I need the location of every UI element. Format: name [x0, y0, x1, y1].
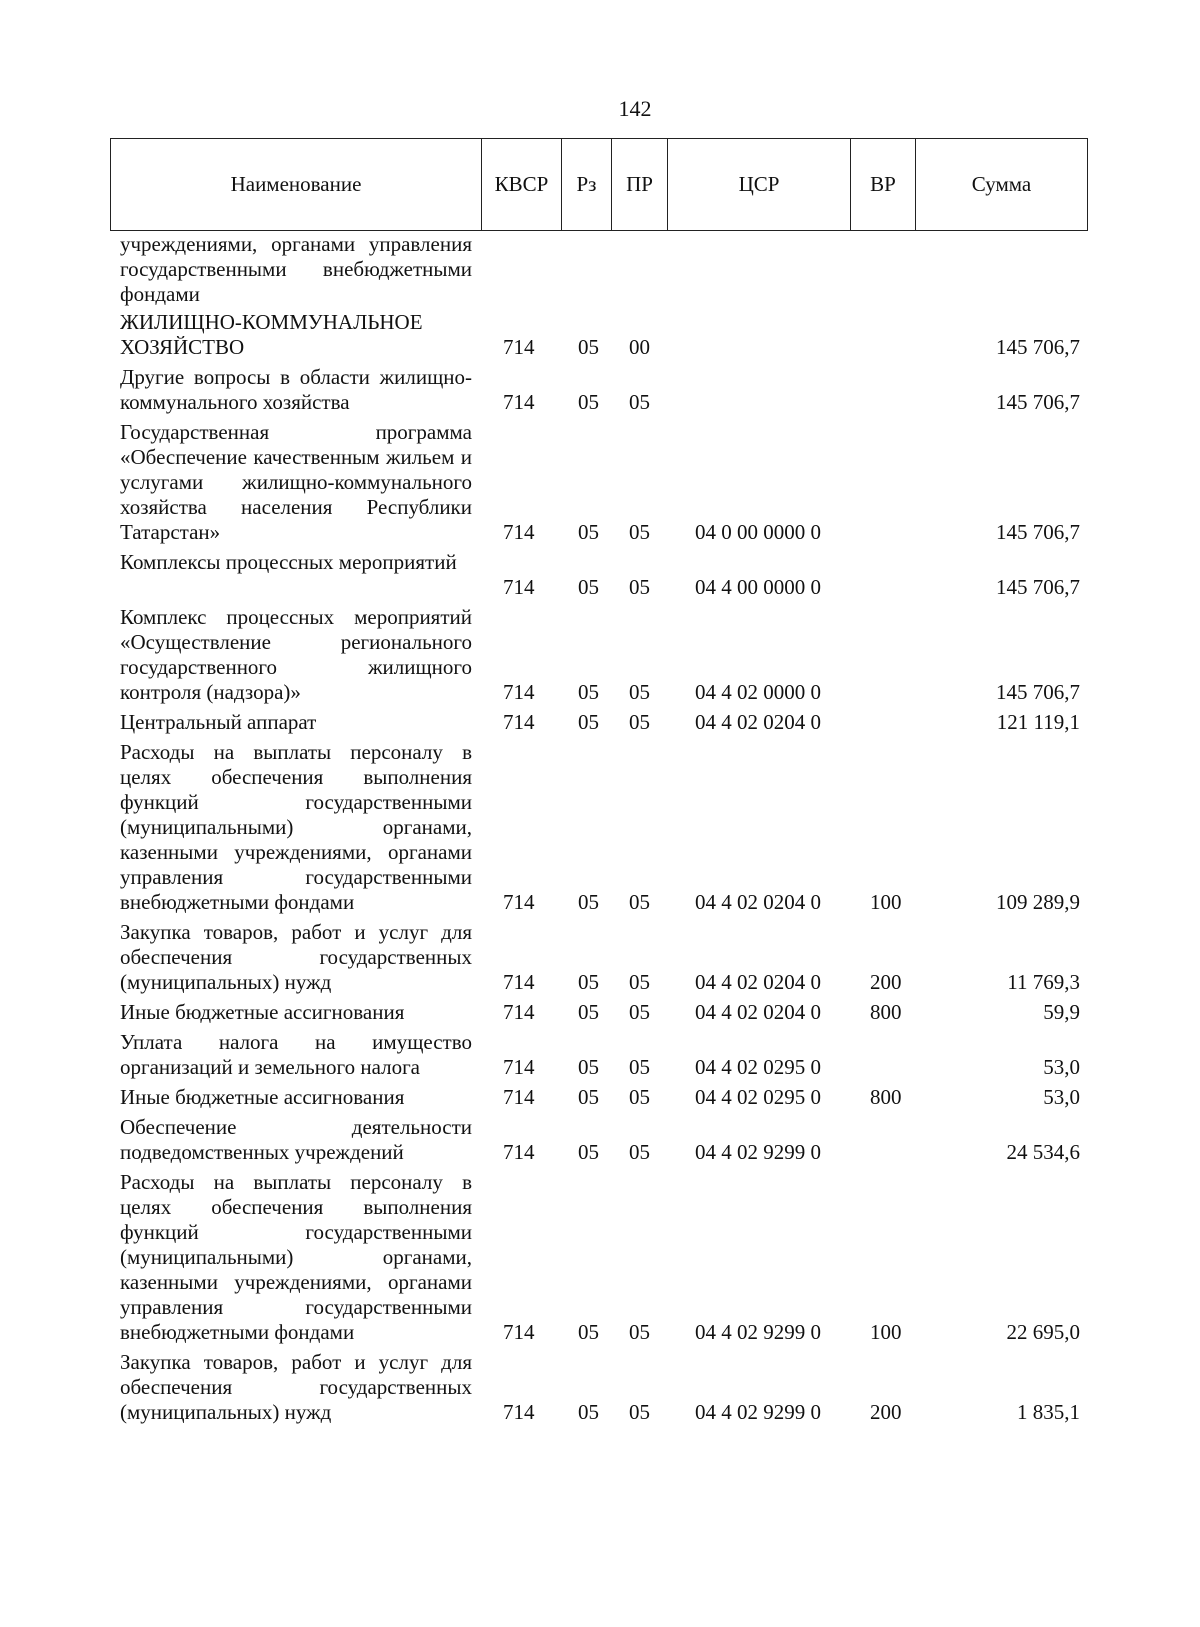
- row-sum: 11 769,3: [1007, 970, 1080, 994]
- row-kvsr: 714: [503, 970, 535, 994]
- row-rz: 05: [578, 390, 599, 414]
- row-pr: 05: [629, 520, 650, 544]
- row-sum: 53,0: [1043, 1055, 1080, 1079]
- row-name: ЖИЛИЩНО-КОММУНАЛЬНОЕ ХОЗЯЙСТВО: [120, 310, 423, 359]
- column-header-name: Наименование: [230, 172, 362, 196]
- row-sum: 145 706,7: [996, 520, 1080, 544]
- row-pr: 05: [629, 710, 650, 734]
- column-header-kvsr: КВСР: [481, 139, 561, 230]
- row-name: Комплекс процессных мероприятий «Осуществление регионального государственного жилищного контроля (надзора)»: [120, 605, 472, 704]
- table-row: [0, 310, 1200, 360]
- row-csr: 04 0 00 0000 0: [695, 520, 821, 544]
- row-rz: 05: [578, 1055, 599, 1079]
- row-kvsr: 714: [503, 1320, 535, 1344]
- row-sum: 145 706,7: [996, 390, 1080, 414]
- row-pr: 05: [629, 680, 650, 704]
- row-name: Другие вопросы в области жилищно-коммунального хозяйства: [120, 365, 472, 414]
- row-kvsr: 714: [503, 335, 535, 359]
- row-rz: 05: [578, 1085, 599, 1109]
- row-name: Комплексы процессных мероприятий: [120, 550, 457, 574]
- row-csr: 04 4 02 0295 0: [695, 1055, 821, 1079]
- row-rz: 05: [578, 1140, 599, 1164]
- column-header-vr: ВР: [850, 139, 915, 230]
- table-row: [0, 740, 1200, 915]
- row-csr: 04 4 00 0000 0: [695, 575, 821, 599]
- row-kvsr: 714: [503, 390, 535, 414]
- row-kvsr: 714: [503, 1085, 535, 1109]
- table-row: [0, 232, 1200, 307]
- table-row: [0, 550, 1200, 600]
- row-rz: 05: [578, 520, 599, 544]
- row-sum: 145 706,7: [996, 575, 1080, 599]
- row-pr: 05: [629, 970, 650, 994]
- row-vr: 200: [870, 970, 902, 994]
- table-row: [0, 1350, 1200, 1425]
- table-row: [0, 710, 1200, 735]
- row-name: учреждениями, органами управления государственными внебюджетными фондами: [120, 232, 472, 306]
- row-kvsr: 714: [503, 890, 535, 914]
- row-rz: 05: [578, 710, 599, 734]
- row-name: Уплата налога на имущество организаций и земельного налога: [120, 1030, 472, 1079]
- row-pr: 05: [629, 390, 650, 414]
- row-vr: 200: [870, 1400, 902, 1424]
- table-row: [0, 1115, 1200, 1165]
- row-rz: 05: [578, 1000, 599, 1024]
- row-sum: 109 289,9: [996, 890, 1080, 914]
- table-row: [0, 1030, 1200, 1080]
- row-sum: 59,9: [1043, 1000, 1080, 1024]
- row-kvsr: 714: [503, 710, 535, 734]
- column-header-csr: ЦСР: [667, 139, 850, 230]
- table-header: [110, 138, 1088, 231]
- row-pr: 05: [629, 1055, 650, 1079]
- row-name: Расходы на выплаты персоналу в целях обеспечения выполнения функций государственными (муниципальными) органами, казенными учреждениями, органами управления государственными внебюджетными фондами: [120, 1170, 472, 1344]
- table-row: [0, 605, 1200, 705]
- row-sum: 22 695,0: [1006, 1320, 1080, 1344]
- row-kvsr: 714: [503, 680, 535, 704]
- row-name: Расходы на выплаты персоналу в целях обеспечения выполнения функций государственными (муниципальными) органами, казенными учреждениями, органами управления государственными внебюджетными фондами: [120, 740, 472, 914]
- row-kvsr: 714: [503, 575, 535, 599]
- table-row: [0, 920, 1200, 995]
- row-rz: 05: [578, 970, 599, 994]
- row-pr: 05: [629, 1085, 650, 1109]
- row-pr: 00: [629, 335, 650, 359]
- row-csr: 04 4 02 0000 0: [695, 680, 821, 704]
- row-csr: 04 4 02 0204 0: [695, 970, 821, 994]
- row-csr: 04 4 02 0204 0: [695, 1000, 821, 1024]
- row-sum: 145 706,7: [996, 680, 1080, 704]
- row-pr: 05: [629, 1400, 650, 1424]
- table-row: [0, 1085, 1200, 1110]
- page-number: 142: [618, 96, 652, 121]
- column-header-sum: Сумма: [915, 139, 1087, 230]
- table-row: [0, 1170, 1200, 1345]
- row-name: Государственная программа «Обеспечение качественным жильем и услугами жилищно-коммунального хозяйства населения Республики Татарстан»: [120, 420, 472, 544]
- row-pr: 05: [629, 890, 650, 914]
- row-name: Центральный аппарат: [120, 710, 317, 734]
- row-kvsr: 714: [503, 1400, 535, 1424]
- row-pr: 05: [629, 1000, 650, 1024]
- row-kvsr: 714: [503, 1000, 535, 1024]
- row-name: Иные бюджетные ассигнования: [120, 1000, 405, 1024]
- row-name: Обеспечение деятельности подведомственных учреждений: [120, 1115, 472, 1164]
- row-name: Иные бюджетные ассигнования: [120, 1085, 405, 1109]
- row-csr: 04 4 02 9299 0: [695, 1140, 821, 1164]
- row-rz: 05: [578, 1400, 599, 1424]
- row-rz: 05: [578, 575, 599, 599]
- row-rz: 05: [578, 890, 599, 914]
- row-csr: 04 4 02 0204 0: [695, 710, 821, 734]
- row-name: Закупка товаров, работ и услуг для обеспечения государственных (муниципальных) нужд: [120, 1350, 472, 1424]
- column-header-pr: ПР: [611, 139, 667, 230]
- row-rz: 05: [578, 680, 599, 704]
- row-sum: 1 835,1: [1017, 1400, 1080, 1424]
- row-kvsr: 714: [503, 520, 535, 544]
- row-name: Закупка товаров, работ и услуг для обеспечения государственных (муниципальных) нужд: [120, 920, 472, 994]
- row-vr: 100: [870, 890, 902, 914]
- row-pr: 05: [629, 1140, 650, 1164]
- column-header-rz: Рз: [561, 139, 611, 230]
- row-rz: 05: [578, 1320, 599, 1344]
- row-csr: 04 4 02 0204 0: [695, 890, 821, 914]
- row-csr: 04 4 02 9299 0: [695, 1400, 821, 1424]
- row-sum: 53,0: [1043, 1085, 1080, 1109]
- row-sum: 24 534,6: [1006, 1140, 1080, 1164]
- row-pr: 05: [629, 575, 650, 599]
- table-row: [0, 1000, 1200, 1025]
- table-row: [0, 420, 1200, 545]
- row-rz: 05: [578, 335, 599, 359]
- row-csr: 04 4 02 9299 0: [695, 1320, 821, 1344]
- row-vr: 100: [870, 1320, 902, 1344]
- table-row: [0, 365, 1200, 415]
- row-sum: 121 119,1: [996, 710, 1080, 734]
- row-csr: 04 4 02 0295 0: [695, 1085, 821, 1109]
- row-vr: 800: [870, 1085, 902, 1109]
- row-sum: 145 706,7: [996, 335, 1080, 359]
- row-kvsr: 714: [503, 1055, 535, 1079]
- row-kvsr: 714: [503, 1140, 535, 1164]
- row-pr: 05: [629, 1320, 650, 1344]
- row-vr: 800: [870, 1000, 902, 1024]
